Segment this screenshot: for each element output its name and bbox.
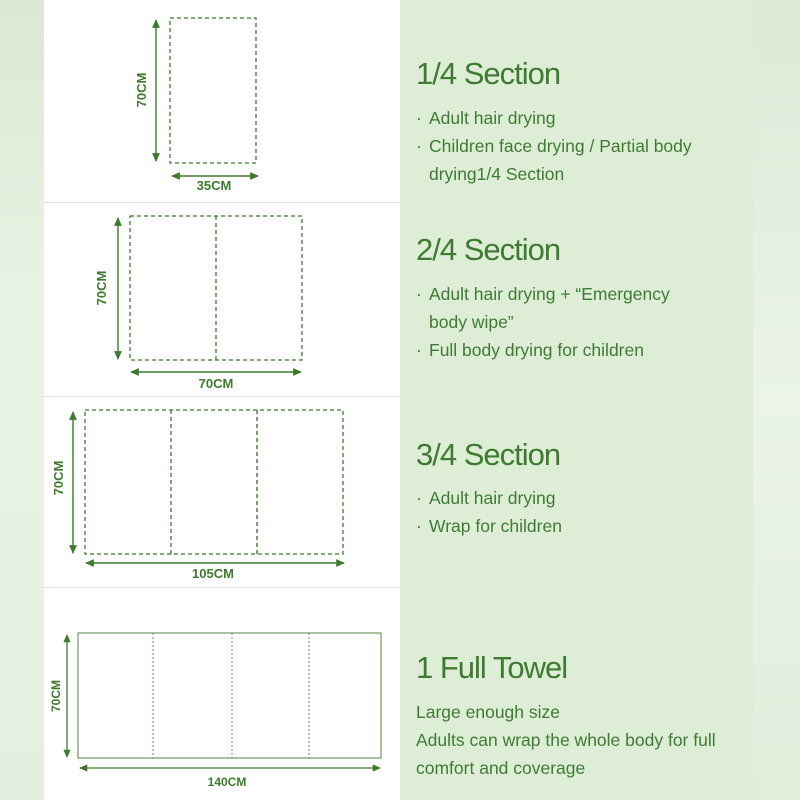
diagram-quarter-section bbox=[134, 18, 258, 193]
feature-description bbox=[416, 698, 726, 782]
feature-item: · Children face drying / Partial body drying1/4 Section bbox=[416, 132, 736, 188]
diagram-half-section bbox=[94, 216, 302, 391]
diagram-full-towel bbox=[49, 633, 381, 789]
section-full-towel bbox=[416, 650, 736, 782]
width-label: 70CM bbox=[198, 376, 234, 391]
feature-line: Large enough size bbox=[416, 702, 560, 722]
height-label: 70CM bbox=[49, 679, 63, 713]
towel-panel-outline bbox=[170, 18, 256, 163]
feature-list bbox=[416, 104, 736, 188]
feature-item: · Adult hair drying bbox=[416, 484, 736, 512]
height-label: 70CM bbox=[94, 270, 109, 306]
section-title: 2/4 Section bbox=[416, 232, 561, 267]
feature-item: · Full body drying for children bbox=[416, 336, 706, 364]
section-quarter bbox=[416, 56, 736, 188]
height-label: 70CM bbox=[51, 460, 66, 496]
feature-item: · Adult hair drying + “Emergency body wipe” bbox=[416, 280, 706, 336]
section-three-quarter bbox=[416, 437, 736, 540]
towel-panel-outline bbox=[78, 633, 381, 758]
width-label: 140CM bbox=[207, 775, 247, 789]
feature-list bbox=[416, 280, 706, 364]
feature-item: · Adult hair drying bbox=[416, 104, 736, 132]
feature-item: · Wrap for children bbox=[416, 512, 736, 540]
feature-line: Adults can wrap the whole body for full comfort and coverage bbox=[416, 730, 716, 778]
section-title: 1 Full Towel bbox=[416, 650, 568, 685]
towel-panel-outline bbox=[85, 410, 343, 554]
section-title: 1/4 Section bbox=[416, 56, 561, 91]
section-half bbox=[416, 232, 736, 364]
width-label: 35CM bbox=[196, 178, 232, 193]
height-label: 70CM bbox=[134, 72, 149, 108]
section-title: 3/4 Section bbox=[416, 437, 561, 472]
width-label: 105CM bbox=[192, 566, 234, 581]
feature-list bbox=[416, 484, 736, 540]
diagram-three-quarter-section bbox=[51, 410, 344, 581]
